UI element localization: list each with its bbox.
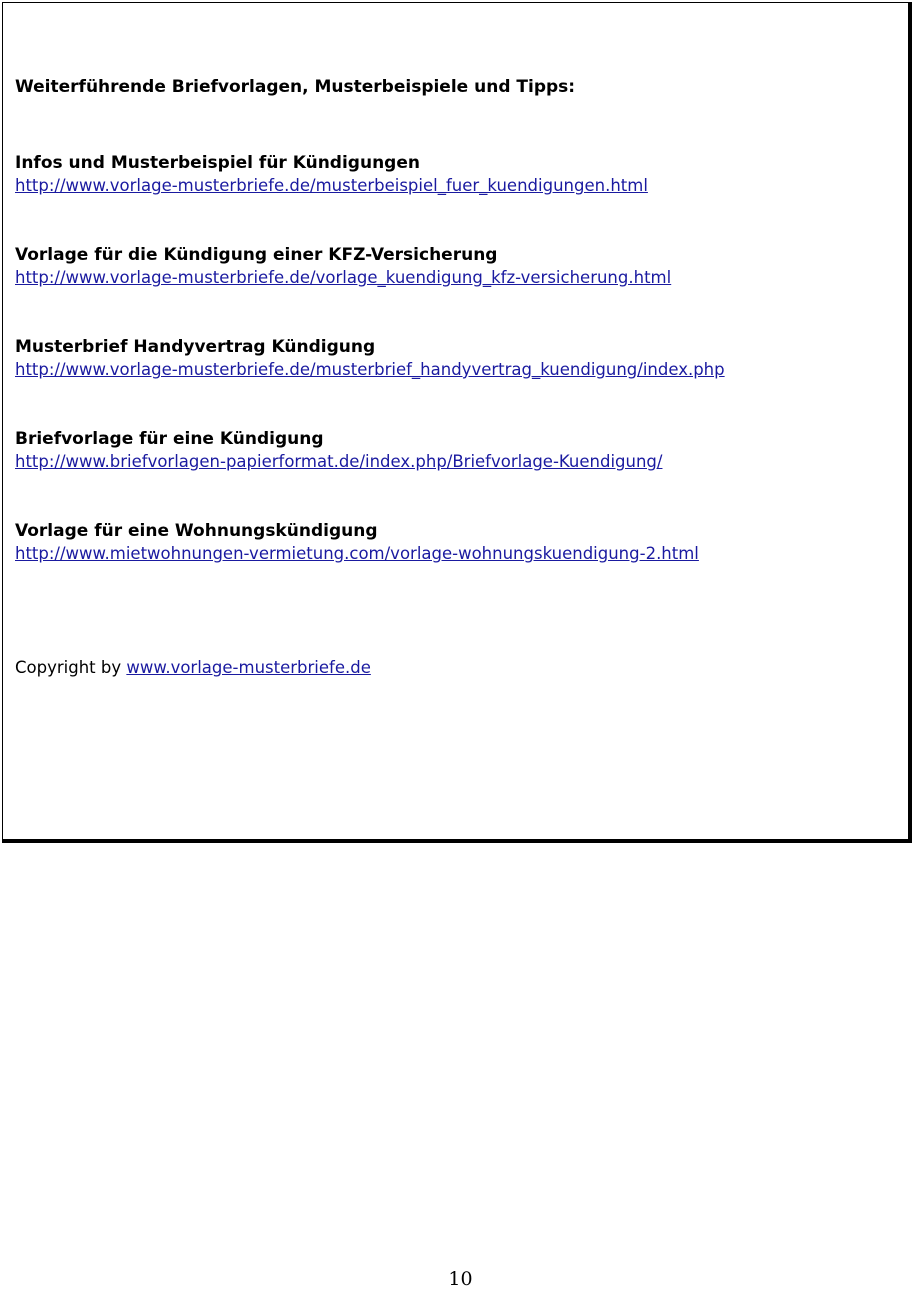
entry-link[interactable]: http://www.vorlage-musterbriefe.de/musterbeispiel_fuer_kuendigungen.html [15,176,648,195]
entry-title: Infos und Musterbeispiel für Kündigungen [15,153,420,173]
entry-link[interactable]: http://www.briefvorlagen-papierformat.de/index.php/Briefvorlage-Kuendigung/ [15,452,663,471]
link-entry [15,520,699,566]
link-entry [15,336,725,382]
entry-link[interactable]: http://www.mietwohnungen-vermietung.com/vorlage-wohnungskuendigung-2.html [15,544,699,563]
entry-title: Musterbrief Handyvertrag Kündigung [15,337,376,357]
entry-link[interactable]: http://www.vorlage-musterbriefe.de/vorlage_kuendigung_kfz-versicherung.html [15,268,672,287]
link-entry [15,152,648,198]
entry-title: Vorlage für eine Wohnungskündigung [15,521,378,541]
entry-link[interactable]: http://www.vorlage-musterbriefe.de/musterbrief_handyvertrag_kuendigung/index.php [15,360,725,379]
section-heading: Weiterführende Briefvorlagen, Musterbeispiele und Tipps: [15,77,576,97]
copyright-link[interactable]: www.vorlage-musterbriefe.de [126,658,371,677]
entry-title: Briefvorlage für eine Kündigung [15,429,324,449]
copyright-line [15,658,371,677]
entry-title: Vorlage für die Kündigung einer KFZ-Versicherung [15,245,498,265]
copyright-text: Copyright by [15,658,122,677]
link-entry [15,428,662,474]
link-entry [15,244,671,290]
document-frame [2,2,912,843]
page-number: 10 [448,1268,473,1290]
